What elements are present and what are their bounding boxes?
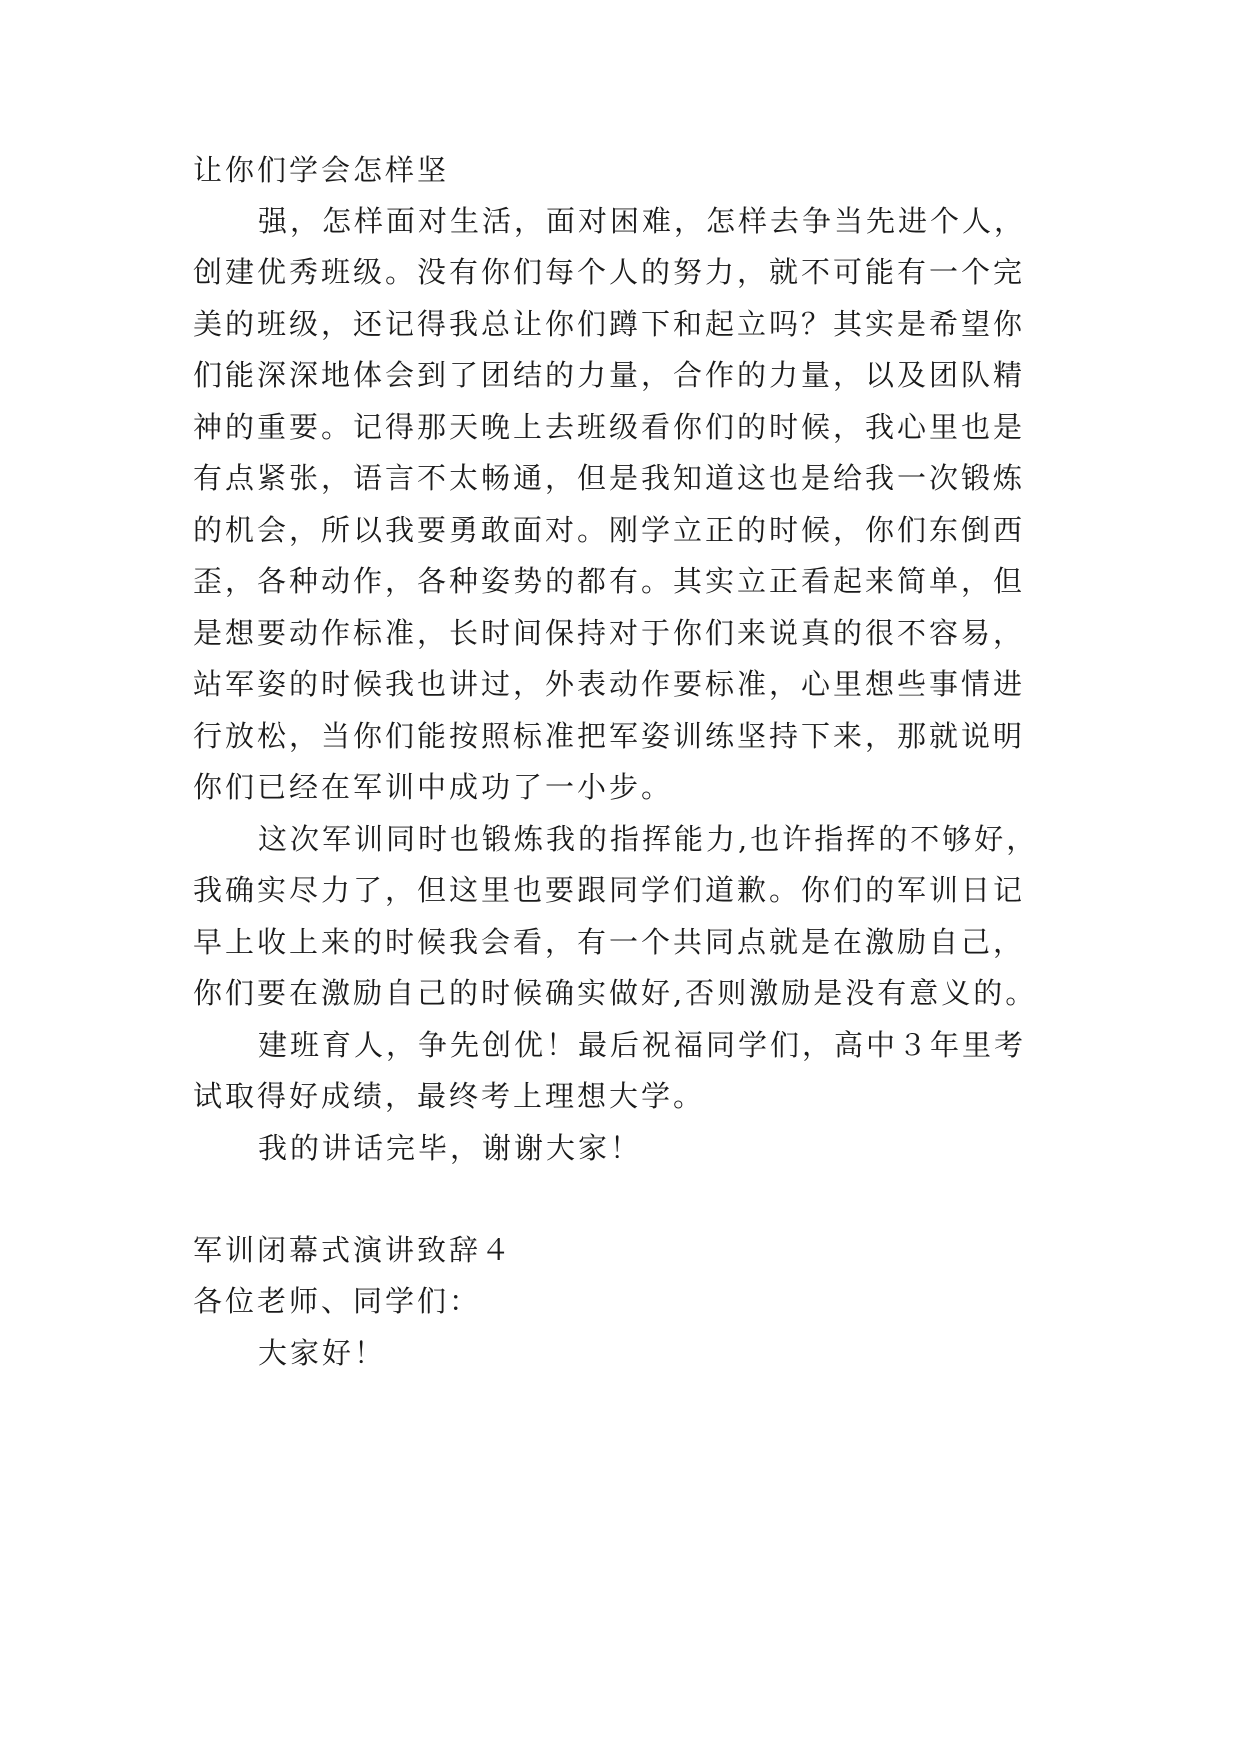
text-line: 我确实尽力了，但这里也要跟同学们道歉。你们的军训日记 — [193, 873, 1026, 907]
text-line: 你们要在激励自己的时候确实做好,否则激励是没有意义的。 — [193, 976, 1038, 1010]
text-line: 你们已经在军训中成功了一小步。 — [193, 770, 674, 804]
text-line: 是想要动作标准，长时间保持对于你们来说真的很不容易， — [193, 616, 1026, 650]
text-line: 让你们学会怎样坚 — [193, 153, 450, 187]
text-line: 创建优秀班级。没有你们每个人的努力，就不可能有一个完 — [193, 255, 1026, 289]
section-heading: 军训闭幕式演讲致辞４ — [193, 1233, 514, 1267]
text-line: 早上收上来的时候我会看，有一个共同点就是在激励自己， — [193, 925, 1026, 959]
text-line: 试取得好成绩，最终考上理想大学。 — [193, 1079, 706, 1113]
text-line: 我的讲话完毕，谢谢大家！ — [258, 1131, 643, 1165]
text-line: 神的重要。记得那天晚上去班级看你们的时候，我心里也是 — [193, 410, 1026, 444]
text-line: 站军姿的时候我也讲过，外表动作要标准，心里想些事情进 — [193, 667, 1026, 701]
text-line: 这次军训同时也锻炼我的指挥能力,也许指挥的不够好， — [258, 822, 1039, 856]
text-line: 有点紧张，语言不太畅通，但是我知道这也是给我一次锻炼 — [193, 461, 1026, 495]
text-line: 歪，各种动作，各种姿势的都有。其实立正看起来简单，但 — [193, 564, 1026, 598]
greeting: 大家好！ — [258, 1336, 387, 1370]
text-line: 强，怎样面对生活，面对困难，怎样去争当先进个人， — [258, 204, 1027, 238]
text-line: 行放松，当你们能按照标准把军姿训练坚持下来，那就说明 — [193, 719, 1026, 753]
text-line: 们能深深地体会到了团结的力量，合作的力量，以及团队精 — [193, 358, 1026, 392]
salutation: 各位老师、同学们： — [193, 1284, 482, 1318]
text-line: 建班育人，争先创优！最后祝福同学们，高中３年里考 — [258, 1028, 1027, 1062]
text-line: 的机会，所以我要勇敢面对。刚学立正的时候，你们东倒西 — [193, 513, 1026, 547]
text-line: 美的班级，还记得我总让你们蹲下和起立吗？其实是希望你 — [193, 307, 1026, 341]
